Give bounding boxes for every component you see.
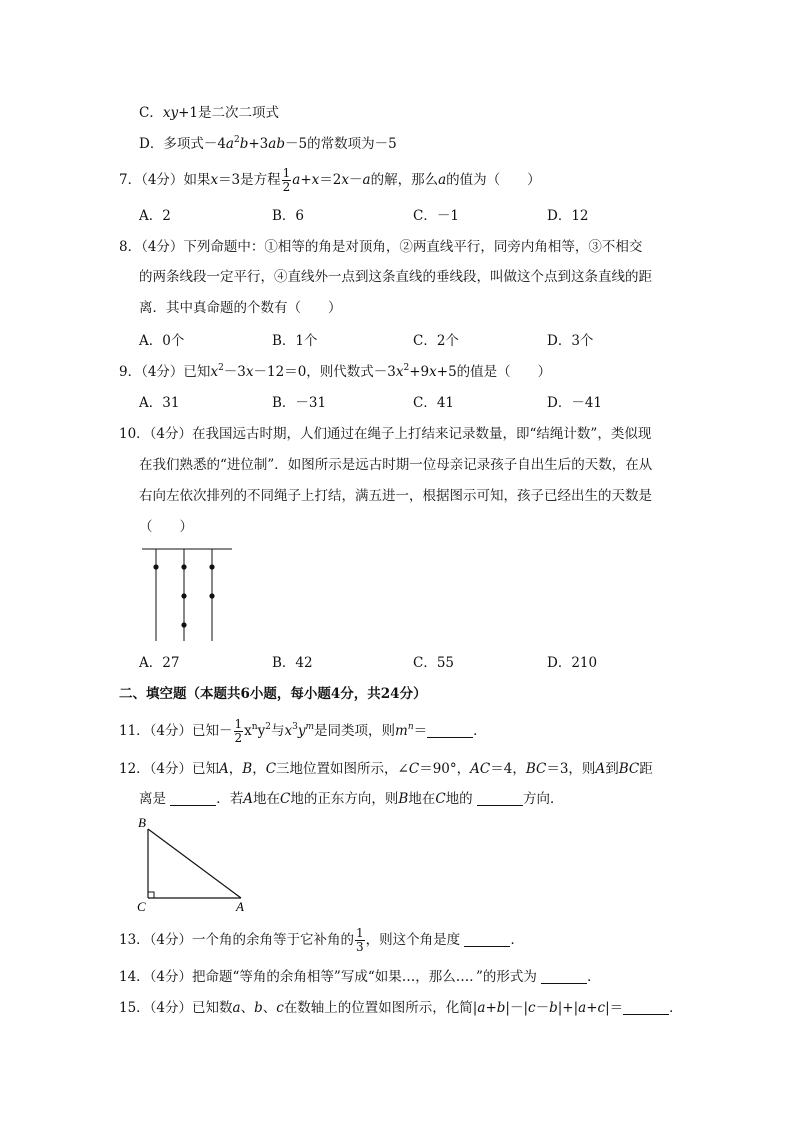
- q7-option-b: B．6: [272, 208, 305, 224]
- question-text: +5的值是（ ）: [436, 364, 552, 380]
- math-var: y: [297, 723, 306, 739]
- math-var: b: [239, 136, 249, 152]
- q8-option-d: D．3个: [547, 333, 594, 349]
- math-var: AC: [470, 761, 491, 777]
- triangle-figure: [134, 815, 254, 915]
- math-var: x: [341, 172, 350, 188]
- question-text: 9．（4分）已知: [119, 364, 211, 380]
- right-angle-mark: [148, 892, 154, 898]
- denominator: 2: [234, 731, 243, 745]
- q9-option-c: C．41: [413, 395, 455, 411]
- question-11: [119, 718, 487, 745]
- question-text: ．: [587, 969, 601, 985]
- q10-option-a: A．27: [139, 655, 180, 671]
- question-12-line-1: [119, 759, 653, 779]
- superscript: n: [251, 722, 258, 732]
- math-var: m: [395, 723, 408, 739]
- question-text: 地在: [253, 791, 281, 807]
- knot: [209, 593, 214, 598]
- math-var: A: [219, 761, 229, 777]
- math-var: c: [597, 1000, 606, 1016]
- question-text: ．: [510, 932, 524, 948]
- question-text: 地在: [408, 791, 436, 807]
- math-var: a: [225, 136, 234, 152]
- question-text: ＝4，: [490, 761, 526, 777]
- math-var: x: [210, 172, 219, 188]
- answer-blank[interactable]: [541, 969, 587, 984]
- question-8-line-2: 的两条线段一定平行，④直线外一点到这条直线的垂线段，叫做这个点到这条直线的距: [139, 269, 652, 285]
- denominator: 2: [282, 180, 291, 194]
- q8-option-b: B．1个: [272, 333, 318, 349]
- option-label: C．: [139, 105, 163, 121]
- option-text: －5的常数项为－5: [284, 136, 397, 152]
- math-var: B: [242, 761, 253, 777]
- question-text: 的值为（ ）: [446, 172, 541, 188]
- superscript: 3: [292, 722, 298, 732]
- question-text: 是同类项，则: [314, 723, 396, 739]
- q9-option-d: D．－41: [547, 395, 603, 411]
- question-text: 如果: [183, 172, 211, 188]
- math-text: +3: [248, 136, 269, 152]
- q10-option-b: B．42: [272, 655, 313, 671]
- math-var: C: [435, 791, 446, 807]
- math-text: |－|: [505, 1000, 529, 1016]
- numerator: 1: [234, 717, 243, 731]
- math-var: c: [276, 1000, 284, 1016]
- question-text: 在数轴上的位置如图所示，化简|: [283, 1000, 478, 1016]
- question-13: [119, 927, 524, 954]
- question-text: 离是: [139, 791, 171, 807]
- question-10-line-1: 10．（4分）在我国远古时期，人们通过在绳子上打结来记录数量，即“结绳计数”，类似现: [119, 426, 652, 442]
- math-var: C: [408, 761, 420, 777]
- answer-blank[interactable]: [623, 1000, 669, 1015]
- math-text: －: [535, 1000, 550, 1016]
- math-text: －3: [223, 364, 246, 380]
- math-var: x: [429, 364, 437, 380]
- question-10-line-2: 在我们熟悉的“进位制”．如图所示是远古时期一位母亲记录孩子自出生后的天数，在从: [139, 457, 653, 473]
- knot-counting-figure: [140, 545, 235, 645]
- math-text: ＝: [413, 723, 428, 739]
- math-var: b: [549, 1000, 558, 1016]
- denominator: 3: [356, 940, 364, 954]
- q7-option-c: C．－1: [413, 208, 459, 224]
- superscript: 2: [218, 363, 224, 373]
- math-var: a: [232, 1000, 241, 1016]
- math-text: +: [485, 1000, 497, 1016]
- math-text: |＝: [605, 1000, 624, 1016]
- math-var: BC: [525, 761, 547, 777]
- math-var: ab: [268, 136, 285, 152]
- fraction: [234, 718, 244, 745]
- section-heading: 二、填空题（本题共6小题，每小题4分，共24分）: [119, 686, 427, 702]
- math-var: x: [395, 364, 404, 380]
- math-var: c: [528, 1000, 536, 1016]
- question-text: 与: [270, 723, 285, 739]
- punct: ，: [228, 761, 243, 777]
- question-text: ．若: [216, 791, 244, 807]
- math-var: a: [578, 1000, 587, 1016]
- math-var: b: [496, 1000, 506, 1016]
- question-text: ．: [669, 1000, 683, 1016]
- vertex-label-a: A: [236, 899, 244, 914]
- question-7: [119, 167, 541, 194]
- vertex-label-c: C: [137, 899, 146, 914]
- math-var: x: [244, 723, 252, 739]
- math-var: C: [265, 761, 277, 777]
- math-var: x: [284, 723, 293, 739]
- knot: [209, 564, 214, 569]
- question-text: 到: [605, 761, 619, 777]
- math-var: B: [398, 791, 409, 807]
- math-text: －: [349, 172, 363, 188]
- vertex-label-b: B: [138, 815, 146, 830]
- question-text: ＝3是方程: [218, 172, 281, 188]
- question-8-line-3: 离．其中真命题的个数有（ ）: [139, 300, 342, 316]
- question-number: 7．: [119, 172, 142, 188]
- q8-option-c: C．2个: [413, 333, 459, 349]
- q7-option-a: A．2: [139, 208, 171, 224]
- question-12-line-2: [139, 789, 563, 809]
- punct: 、: [262, 1000, 277, 1016]
- punct: ，: [252, 761, 266, 777]
- math-var: a: [438, 172, 447, 188]
- question-score: （4分）: [141, 172, 184, 188]
- punct: 、: [240, 1000, 255, 1016]
- question-text: ＝3，则: [546, 761, 596, 777]
- q9-option-a: A．31: [139, 395, 180, 411]
- answer-blank[interactable]: [464, 932, 510, 947]
- superscript: 2: [233, 135, 240, 145]
- question-text: 13．（4分）一个角的余角等于它补角的: [119, 932, 355, 948]
- question-text: 三地位置如图所示，∠: [276, 761, 409, 777]
- knot: [181, 622, 186, 627]
- knot: [181, 593, 186, 598]
- numerator: 1: [356, 926, 364, 940]
- q10-option-d: D．210: [547, 655, 598, 671]
- math-var: C: [280, 791, 291, 807]
- q8-option-a: A．0个: [139, 333, 185, 349]
- math-var: x: [210, 364, 219, 380]
- question-8-line-1: 8．（4分）下列命题中：①相等的角是对顶角，②两直线平行，同旁内角相等，③不相交: [119, 239, 643, 255]
- math-var: b: [254, 1000, 263, 1016]
- q6-option-d: [139, 134, 397, 154]
- fraction: [355, 927, 365, 954]
- side-ab: [148, 829, 241, 898]
- fraction: [282, 167, 292, 194]
- math-var: A: [595, 761, 606, 777]
- answer-blank[interactable]: [427, 723, 473, 738]
- question-text: 地的: [445, 791, 477, 807]
- math-text: |+|: [557, 1000, 579, 1016]
- question-text: 地的正东方向，则: [290, 791, 399, 807]
- question-text: ．: [473, 723, 487, 739]
- math-var: A: [243, 791, 254, 807]
- answer-blank[interactable]: [477, 791, 523, 806]
- question-text: 12．（4分）已知: [119, 761, 220, 777]
- superscript: 2: [265, 722, 271, 732]
- math-var: x: [245, 364, 254, 380]
- question-text: 15．（4分）已知数: [119, 1000, 233, 1016]
- question-text: 方向．: [522, 791, 564, 807]
- question-14: [119, 967, 601, 987]
- answer-blank[interactable]: [170, 791, 216, 806]
- question-9: [119, 362, 551, 382]
- knot: [181, 564, 186, 569]
- math-var: y: [257, 723, 266, 739]
- math-var: BC: [618, 761, 640, 777]
- math-var: a: [292, 172, 301, 188]
- q9-option-b: B．－31: [272, 395, 327, 411]
- superscript: n: [407, 722, 414, 732]
- option-text: D．多项式－4: [139, 136, 226, 152]
- math-text: ＝2: [319, 172, 342, 188]
- superscript: 2: [403, 363, 410, 373]
- question-text: －12＝0，则代数式－3: [253, 364, 396, 380]
- q10-option-c: C．55: [413, 655, 455, 671]
- question-15: [119, 998, 683, 1018]
- question-text: 11．（4分）已知－: [119, 723, 233, 739]
- math-var: a: [362, 172, 371, 188]
- math-var: xy: [162, 105, 179, 121]
- q6-option-c: [139, 103, 279, 123]
- question-10-line-3: 右向左依次排列的不同绳子上打结，满五进一，根据图示可知，孩子已经出生的天数是: [139, 488, 652, 504]
- math-text: +: [586, 1000, 598, 1016]
- question-text: ＝90°，: [419, 761, 471, 777]
- question-text: 14．（4分）把命题“等角的余角相等”写成“如果…，那么…．”的形式为: [119, 969, 542, 985]
- question-text: 的解，那么: [370, 172, 439, 188]
- q7-option-d: D．12: [547, 208, 589, 224]
- knot: [153, 564, 158, 569]
- math-var: x: [311, 172, 320, 188]
- numerator: 1: [282, 166, 291, 180]
- math-text: +9: [409, 364, 430, 380]
- question-10-line-4: （ ）: [139, 519, 193, 535]
- math-text: +: [300, 172, 312, 188]
- question-text: 距: [639, 761, 653, 777]
- option-text: +1是二次二项式: [178, 105, 279, 121]
- question-text: ，则这个角是度: [365, 932, 465, 948]
- superscript: m: [305, 722, 315, 732]
- math-var: a: [477, 1000, 486, 1016]
